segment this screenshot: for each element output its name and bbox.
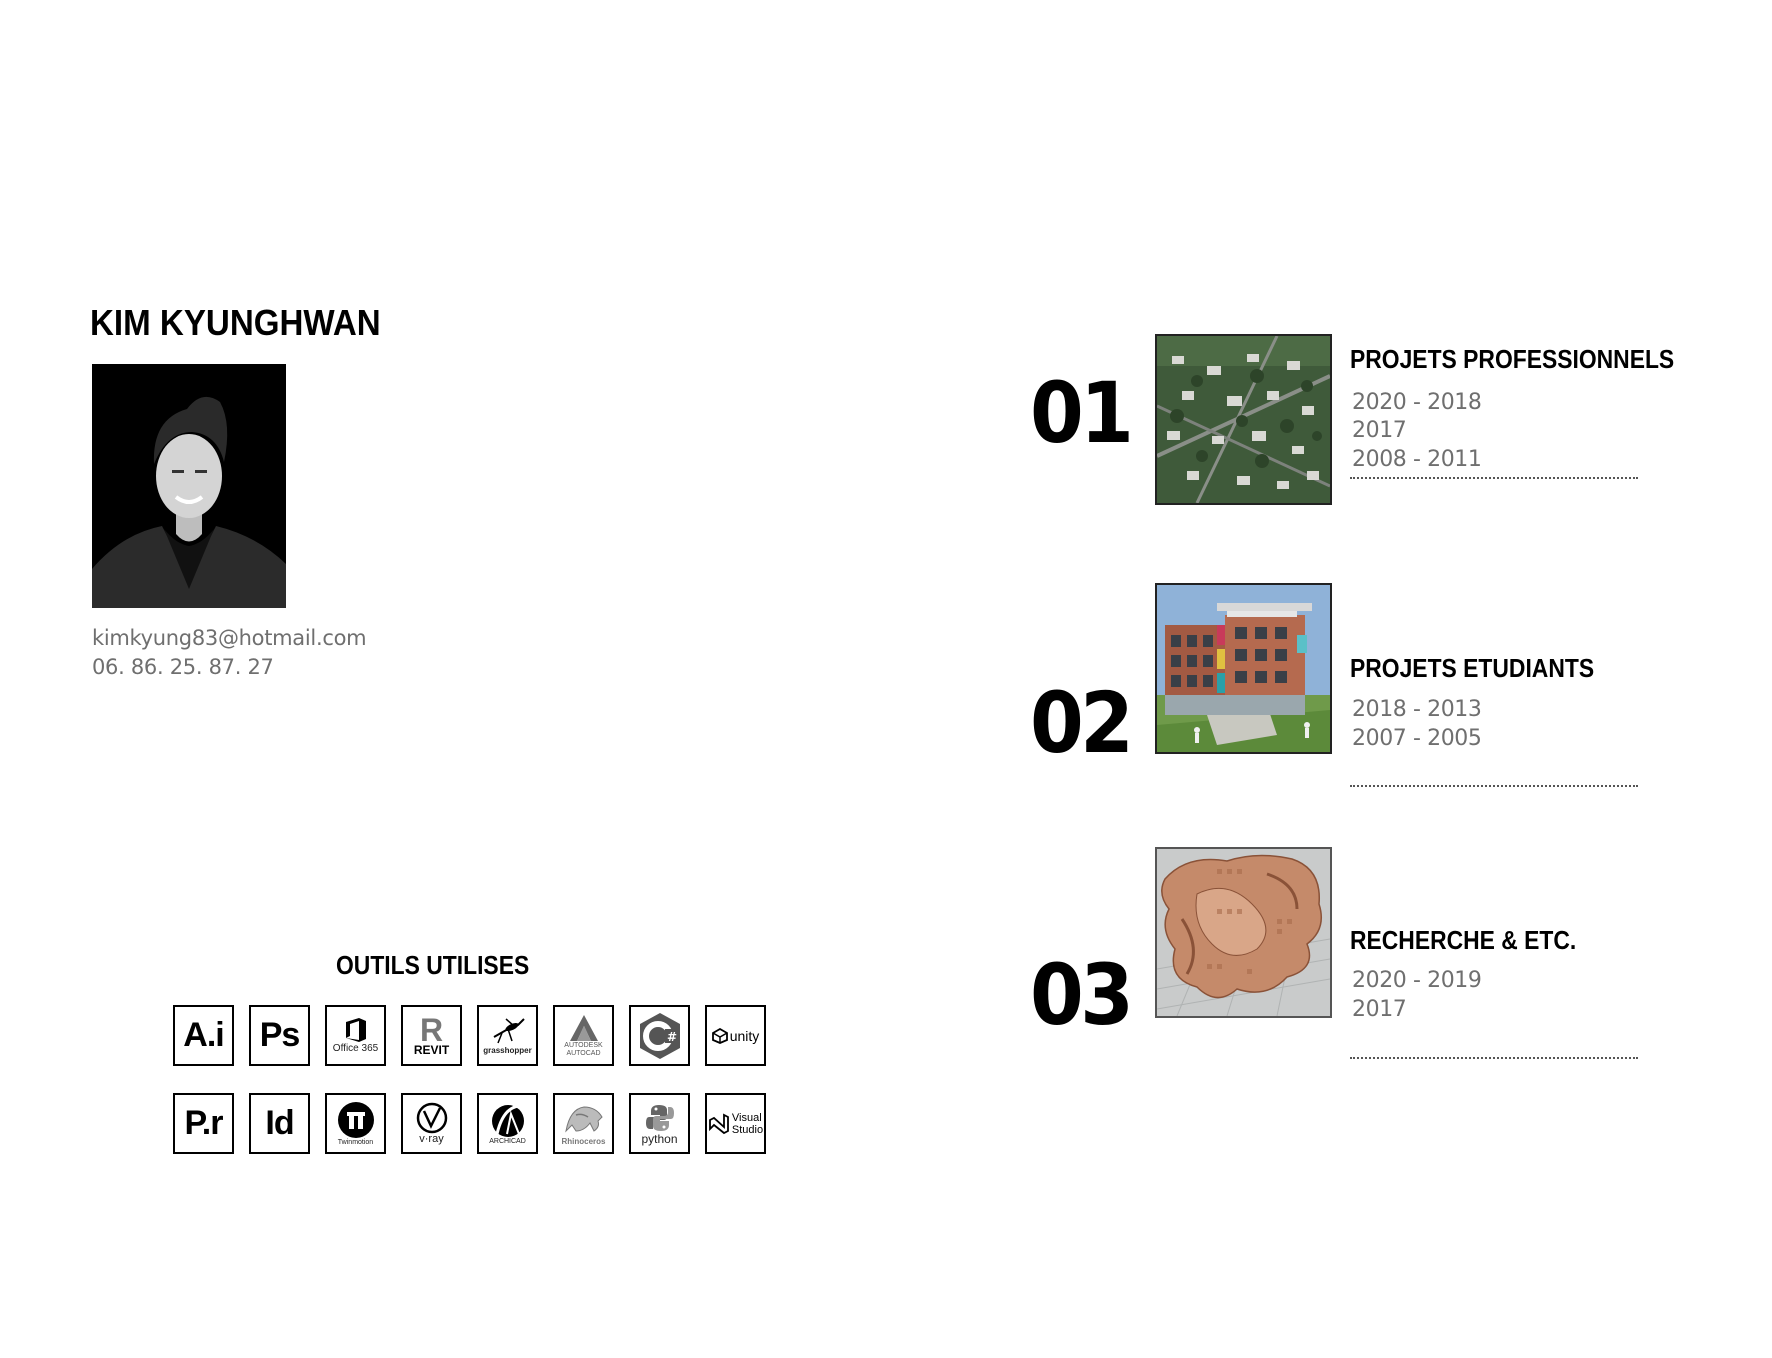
python-icon	[629, 1093, 690, 1154]
office-logo-icon	[344, 1017, 368, 1043]
vray-icon	[401, 1093, 462, 1154]
twinmotion-icon	[325, 1093, 386, 1154]
section-thumbnail-02[interactable]	[1155, 583, 1332, 754]
section-02-year-1: 2018 - 2013	[1352, 697, 1482, 722]
section-number-03: 03	[1030, 946, 1131, 1044]
csharp-hexagon-icon	[637, 1011, 683, 1061]
section-03-divider	[1350, 1057, 1638, 1059]
unity-icon	[705, 1005, 766, 1066]
office365-icon	[325, 1005, 386, 1066]
unity-label: unity	[729, 1027, 760, 1044]
revit-icon	[401, 1005, 462, 1066]
indesign-label: Id	[265, 1104, 294, 1142]
section-title-01: PROJETS PROFESSIONNELS	[1350, 344, 1675, 374]
section-thumbnail-03[interactable]	[1155, 847, 1332, 1018]
vray-label: v·ray	[419, 1133, 444, 1145]
section-number-02: 02	[1030, 674, 1131, 772]
section-02-divider	[1350, 785, 1638, 787]
python-snakes-icon	[645, 1103, 675, 1133]
rhino-icon	[553, 1093, 614, 1154]
section-title-03: RECHERCHE & ETC.	[1350, 925, 1577, 955]
unity-cube-icon	[712, 1028, 728, 1044]
illustrator-icon	[173, 1005, 234, 1066]
section-number-01: 01	[1030, 364, 1131, 462]
visual-studio-icon	[705, 1093, 766, 1154]
photoshop-icon	[249, 1005, 310, 1066]
autocad-logo-icon	[569, 1014, 599, 1042]
premiere-label: P.r	[184, 1104, 223, 1142]
section-02-year-2: 2007 - 2005	[1352, 726, 1482, 751]
office365-label: Office 365	[332, 1043, 379, 1054]
csharp-icon	[629, 1005, 690, 1066]
grasshopper-icon	[477, 1005, 538, 1066]
section-01-year-1: 2020 - 2018	[1352, 390, 1482, 415]
tools-title: OUTILS UTILISES	[336, 950, 530, 980]
section-title-02: PROJETS ETUDIANTS	[1350, 653, 1595, 683]
section-01-year-2: 2017	[1352, 418, 1407, 443]
building-render-image	[1157, 585, 1330, 752]
visual-studio-label-line2: Studio	[731, 1123, 764, 1136]
illustrator-label: A.i	[183, 1016, 224, 1054]
phone-text: 06. 86. 25. 87. 27	[92, 655, 274, 679]
aerial-city-image	[1157, 336, 1330, 503]
rhino-logo-icon	[562, 1101, 606, 1137]
autocad-icon	[553, 1005, 614, 1066]
section-03-year-1: 2020 - 2019	[1352, 968, 1482, 993]
twinmotion-logo-icon	[337, 1101, 375, 1139]
archicad-label: ARCHICAD	[489, 1137, 526, 1145]
autodesk-label: AUTODESK	[564, 1041, 603, 1049]
archicad-logo-icon	[489, 1102, 527, 1138]
grasshopper-label: grasshopper	[483, 1046, 532, 1055]
parametric-model-image	[1157, 849, 1330, 1016]
svg-text:#: #	[666, 1029, 677, 1044]
section-thumbnail-01[interactable]	[1155, 334, 1332, 505]
premiere-icon	[173, 1093, 234, 1154]
vray-logo-icon	[415, 1102, 449, 1134]
grasshopper-insect-icon	[488, 1015, 528, 1045]
rhino-label: Rhinoceros	[561, 1137, 606, 1146]
revit-label: REVIT	[413, 1043, 450, 1057]
autocad-label: AUTOCAD	[566, 1049, 601, 1057]
visual-studio-text	[732, 1112, 763, 1136]
visual-studio-label-line1: Visual	[731, 1111, 762, 1124]
portrait-image	[92, 364, 286, 608]
photoshop-label: Ps	[259, 1016, 300, 1054]
section-03-year-2: 2017	[1352, 997, 1407, 1022]
email-text[interactable]: kimkyung83@hotmail.com	[92, 626, 367, 650]
profile-photo	[92, 364, 286, 608]
visual-studio-logo-icon	[708, 1113, 730, 1135]
revit-letter-icon: R	[419, 1012, 444, 1048]
section-01-divider	[1350, 477, 1638, 479]
python-label: python	[641, 1131, 678, 1146]
profile-name: KIM KYUNGHWAN	[90, 302, 381, 343]
archicad-icon	[477, 1093, 538, 1154]
twinmotion-label: Twinmotion	[337, 1138, 374, 1146]
indesign-icon	[249, 1093, 310, 1154]
section-01-year-3: 2008 - 2011	[1352, 447, 1482, 472]
